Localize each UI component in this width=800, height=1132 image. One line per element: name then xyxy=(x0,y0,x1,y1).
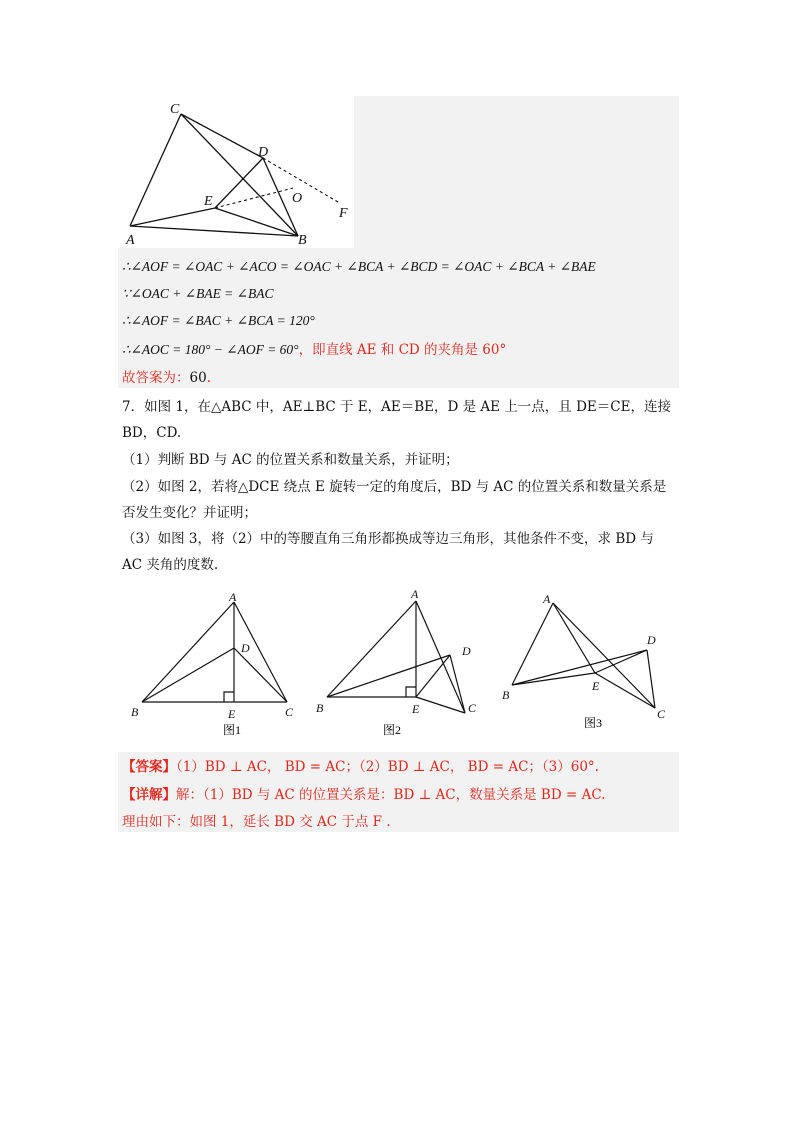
question-1: （1）判断 BD 与 AC 的位置关系和数量关系，并证明； xyxy=(122,452,459,468)
answer-tag: 【答案】 xyxy=(122,759,176,775)
detail-line-2: 理由如下：如图 1，延长 BD 交 AC 于点 F . xyxy=(122,814,391,830)
label-A: A xyxy=(126,233,135,248)
prev-answer-value: 60 xyxy=(189,370,207,386)
label-C: C xyxy=(170,102,180,117)
fig1-label-B: B xyxy=(131,705,139,719)
prev-answer-suffix: . xyxy=(206,370,211,386)
question-2-line-2: 否发生变化？并证明； xyxy=(122,505,257,521)
question-2-line-1: （2）如图 2，若将△DCE 绕点 E 旋转一定的角度后，BD 与 AC 的位置关系和数量关系是 xyxy=(122,479,667,495)
segment-CB xyxy=(181,114,298,236)
problem-stem-line-2: BD，CD. xyxy=(122,425,182,441)
segment-CD xyxy=(181,114,263,158)
prev-answer-prefix: 故答案为： xyxy=(122,370,190,386)
fig1-label-D: D xyxy=(241,641,250,655)
label-B: B xyxy=(298,233,307,248)
figure-1 xyxy=(125,590,305,740)
problem-stem-line-1: 7．如图 1，在△ABC 中，AE⊥BC 于 E，AE＝BE，D 是 AE 上一点，且 DE＝CE，连接 xyxy=(122,399,671,415)
prev-solution-line-4-math: ∴∠AOC = 180° − ∠AOF = 60° xyxy=(122,342,299,357)
top-geometry-figure xyxy=(118,96,358,251)
segment-AE xyxy=(130,208,215,226)
fig1-label-A: A xyxy=(229,590,237,604)
question-3-line-1: （3）如图 3，将（2）中的等腰直角三角形都换成等边三角形，其他条件不变，求 BD 与 xyxy=(122,531,654,547)
fig1-caption: 图1 xyxy=(223,723,242,737)
fig3-label-B: B xyxy=(502,688,510,702)
fig2-label-A: A xyxy=(411,587,419,601)
prev-solution-line-3: ∴∠AOF = ∠BAC + ∠BCA = 120° xyxy=(122,313,315,328)
label-F: F xyxy=(339,206,348,221)
detail-line-1 xyxy=(122,785,605,805)
fig1-label-C: C xyxy=(285,705,294,719)
fig2-label-E: E xyxy=(412,702,420,716)
answer-text: （1）BD ⊥ AC， BD = AC；（2）BD ⊥ AC， BD = AC；（3）60°. xyxy=(176,759,599,775)
label-O: O xyxy=(292,191,303,206)
fig2-caption: 图2 xyxy=(383,723,402,737)
prev-answer-line xyxy=(122,368,211,388)
detail-tag: 【详解】 xyxy=(122,787,176,803)
fig2-label-D: D xyxy=(462,644,471,658)
segment-CA xyxy=(130,114,181,226)
fig2-label-C: C xyxy=(468,701,477,715)
answer-line xyxy=(122,757,599,777)
fig3-caption: 图3 xyxy=(584,716,603,730)
label-E: E xyxy=(204,194,213,209)
prev-solution-line-4 xyxy=(122,340,506,360)
figure-2 xyxy=(310,585,490,740)
prev-solution-line-1: ∴∠AOF = ∠OAC + ∠ACO = ∠OAC + ∠BCA + ∠BCD = ∠OAC + ∠BCA + ∠BAE xyxy=(122,259,596,274)
fig3-label-C: C xyxy=(657,707,666,721)
fig3-label-A: A xyxy=(543,592,551,606)
fig1-label-E: E xyxy=(228,707,236,721)
fig3-label-E: E xyxy=(592,679,600,693)
label-D: D xyxy=(258,145,269,160)
segment-ED xyxy=(215,158,263,208)
prev-solution-line-4-text: ，即直线 AE 和 CD 的夹角是 60° xyxy=(298,342,507,358)
detail-text-1: 解：（1）BD 与 AC 的位置关系是：BD ⊥ AC，数量关系是 BD = AC. xyxy=(176,787,606,803)
question-3-line-2: AC 夹角的度数. xyxy=(122,557,219,573)
figure-3 xyxy=(495,588,685,738)
prev-solution-line-2: ∵∠OAC + ∠BAE = ∠BAC xyxy=(122,286,274,301)
fig3-label-D: D xyxy=(647,633,656,647)
fig2-label-B: B xyxy=(316,701,324,715)
